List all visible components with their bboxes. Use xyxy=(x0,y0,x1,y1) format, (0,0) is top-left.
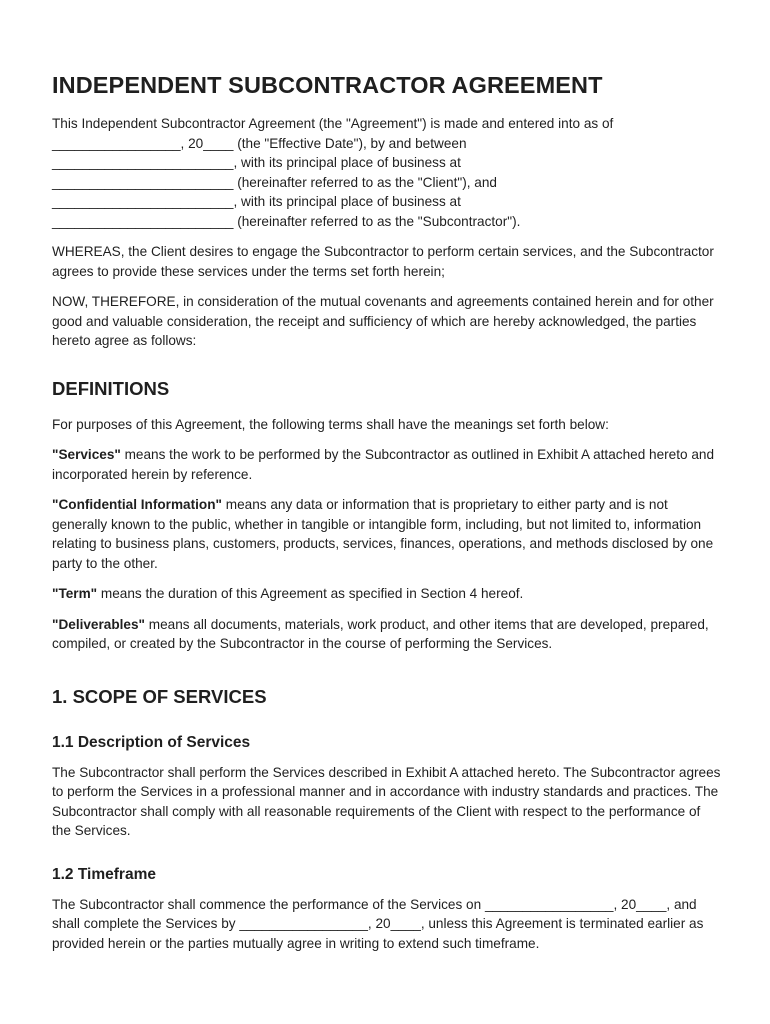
intro-line: _________________, 20____ (the "Effective Date"), by and between xyxy=(52,135,467,151)
whereas-paragraph: WHEREAS, the Client desires to engage the Subcontractor to perform certain services, and the Subcontractor agrees to provide these services under the terms set forth herein; xyxy=(52,244,714,279)
definition-item xyxy=(52,584,722,604)
definition-text: means the duration of this Agreement as specified in Section 4 hereof. xyxy=(97,586,524,601)
definition-text: means any data or information that is proprietary to either party and is not generally known to the public, whether in tangible or intangible form, including, but not limited to, information relating to business plans, customers, products, services, finances, operations, and methods disclosed by one party to the other. xyxy=(52,497,714,571)
definition-item xyxy=(52,615,722,654)
definitions-intro: For purposes of this Agreement, the following terms shall have the meanings set forth below: xyxy=(52,416,609,432)
definition-item xyxy=(52,445,722,484)
document-page xyxy=(52,70,722,964)
intro-line: ________________________ (hereinafter referred to as the "Client"), and xyxy=(52,174,497,190)
document-title: INDEPENDENT SUBCONTRACTOR AGREEMENT xyxy=(52,72,603,98)
scope-heading: 1. SCOPE OF SERVICES xyxy=(52,685,267,707)
section-1-1-heading: 1.1 Description of Services xyxy=(52,733,251,751)
intro-line: ________________________ (hereinafter referred to as the "Subcontractor"). xyxy=(52,213,521,229)
definition-term: "Services" xyxy=(52,447,121,462)
definition-text: means all documents, materials, work product, and other items that are developed, prepared, compiled, or created by the Subcontractor in the course of performing the Services. xyxy=(52,616,709,651)
definition-item xyxy=(52,495,722,573)
definitions-heading: DEFINITIONS xyxy=(52,377,170,399)
intro-line: This Independent Subcontractor Agreement (the "Agreement") is made and entered into as of xyxy=(52,116,614,131)
section-1-2-heading: 1.2 Timeframe xyxy=(52,865,156,883)
definition-term: "Confidential Information" xyxy=(52,497,222,512)
definition-term: "Term" xyxy=(52,586,98,601)
intro-line: ________________________, with its principal place of business at xyxy=(52,155,461,170)
intro-paragraph xyxy=(52,114,722,231)
now-therefore-paragraph: NOW, THEREFORE, in consideration of the mutual covenants and agreements contained herein and for other good and valuable consideration, the receipt and sufficiency of which are hereby acknowledged, the parties hereto agree as follows: xyxy=(52,294,714,348)
definition-term: "Deliverables" xyxy=(52,616,145,632)
section-1-2-text: The Subcontractor shall commence the performance of the Services on _________________, 20____, and shall complete the Services by _________________, 20____, unless this Agreement is terminated earlier as provided herein or the parties mutually agree in writing to extend such timeframe. xyxy=(52,896,704,951)
intro-line: ________________________, with its principal place of business at xyxy=(52,194,461,209)
section-1-1-text: The Subcontractor shall perform the Services described in Exhibit A attached hereto. The Subcontractor agrees to perform the Services in a professional manner and in accordance with industry standards and practices. The Subcontractor shall comply with all reasonable requirements of the Client with respect to the performance of the Services. xyxy=(52,764,721,838)
definition-text: means the work to be performed by the Subcontractor as outlined in Exhibit A attached hereto and incorporated herein by reference. xyxy=(52,447,715,482)
